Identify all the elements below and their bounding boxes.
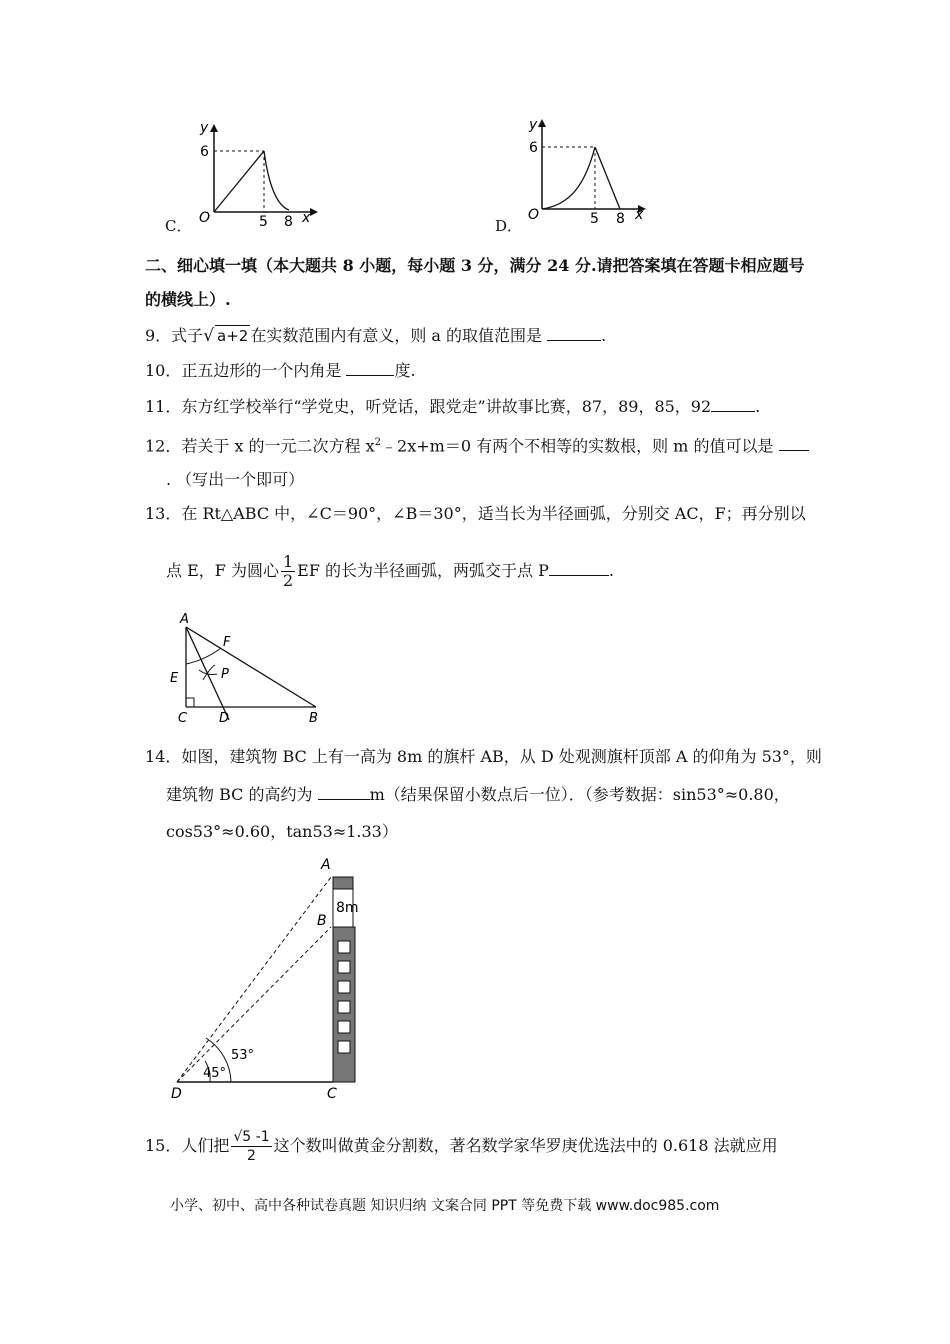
q9-radicand: a+2 xyxy=(217,327,249,345)
q13-triangle-figure xyxy=(165,610,335,728)
fig13-label-c: C xyxy=(178,711,188,726)
q14-answer-blank[interactable] xyxy=(318,785,370,800)
graph-c-origin: O xyxy=(199,210,211,226)
graph-d-tick-6: 6 xyxy=(529,140,538,156)
q13-frac-numerator: 1 xyxy=(282,552,294,571)
q10-answer-blank[interactable] xyxy=(346,361,394,376)
fig13-label-f: F xyxy=(223,635,231,650)
graph-c-y-label: y xyxy=(200,120,209,136)
fig14-height-label: 8m xyxy=(336,900,359,916)
graph-c-tick-5: 5 xyxy=(259,214,268,230)
fig13-label-p: P xyxy=(221,667,229,682)
question-14-line3: cos53°≈0.60，tan53≈1.33） xyxy=(166,822,398,841)
graph-d-tick-8: 8 xyxy=(616,211,625,227)
q15-fraction xyxy=(231,1128,271,1165)
q10-prefix: 10．正五边形的一个内角是 xyxy=(145,361,342,380)
graph-c-tick-8: 8 xyxy=(284,214,293,230)
q13-text-a: 点 E，F 为圆心 xyxy=(166,561,279,580)
q13-frac-denominator: 2 xyxy=(282,571,294,590)
graph-option-c xyxy=(192,118,327,230)
graph-c-tick-6: 6 xyxy=(200,144,209,160)
fig14-label-b: B xyxy=(317,913,327,929)
question-14-line1: 14．如图，建筑物 BC 上有一高为 8m 的旗杆 AB，从 D 处观测旗杆顶部 A 的仰角为 53°，则 xyxy=(145,747,822,766)
q9-prefix: 9．式子 xyxy=(145,326,204,345)
fig14-label-c: C xyxy=(327,1086,337,1102)
q11-end: . xyxy=(755,397,761,416)
question-9 xyxy=(145,325,606,346)
q13-fraction xyxy=(281,553,295,590)
question-13-line2 xyxy=(166,553,614,590)
graph-option-d xyxy=(520,115,655,227)
fig14-angle-53: 53° xyxy=(231,1048,255,1063)
sqrt-sign: √ xyxy=(203,326,215,346)
q11-text: 11．东方红学校举行“学党史，听党话，跟党走”讲故事比赛，87，89，85，92 xyxy=(145,397,712,416)
graph-d-y-label: y xyxy=(529,117,538,133)
graph-d-origin: O xyxy=(528,207,540,223)
fig13-label-d: D xyxy=(219,711,230,726)
q12-superscript: 2 xyxy=(374,437,382,448)
question-14-line2 xyxy=(166,785,790,805)
option-c-label: C． xyxy=(165,217,192,235)
fig14-label-a: A xyxy=(321,857,331,873)
fig13-label-a: A xyxy=(180,612,189,627)
fig13-label-e: E xyxy=(170,671,179,686)
graph-d-x-label: x xyxy=(635,207,644,223)
section2-heading-line2: 的横线上）. xyxy=(145,290,231,309)
graph-c-x-label: x xyxy=(302,210,311,226)
q14-building-figure xyxy=(165,855,380,1105)
q12-text-a: 12．若关于 x 的一元二次方程 x xyxy=(145,436,375,456)
fig14-label-d: D xyxy=(171,1086,182,1102)
page-footer: 小学、初中、高中各种试卷真题 知识归纳 文案合同 PPT 等免费下载 www.doc985.com xyxy=(170,1198,720,1214)
question-13-line1: 13．在 Rt△ABC 中，∠C＝90°，∠B＝30°，适当长为半径画弧，分别交 AC，F；再分别以 xyxy=(145,504,806,523)
option-d-label: D． xyxy=(495,217,523,235)
q9-answer-blank[interactable] xyxy=(547,326,601,341)
question-12-line2: . （写出一个即可） xyxy=(166,470,305,489)
q15-frac-numerator: √5 -1 xyxy=(233,1129,270,1145)
q15-suffix: 这个数叫做黄金分割数，著名数学家华罗庚优选法中的 0.618 法就应用 xyxy=(273,1136,778,1155)
q12-text-b: ﹣2x+m＝0 有两个不相等的实数根，则 m 的值可以是 xyxy=(381,436,774,456)
q15-prefix: 15．人们把 xyxy=(145,1136,230,1155)
q12-answer-blank[interactable] xyxy=(779,436,809,451)
q14-text-b: m（结果保留小数点后一位）．（参考数据：sin53°≈0.80， xyxy=(369,785,790,804)
question-12-line1 xyxy=(145,433,809,456)
q13-answer-blank[interactable] xyxy=(549,561,609,576)
q13-end: . xyxy=(608,561,614,580)
fig13-label-b: B xyxy=(309,711,318,726)
q15-frac-denominator: 2 xyxy=(247,1148,256,1164)
graph-d-tick-5: 5 xyxy=(590,211,599,227)
q11-answer-blank[interactable] xyxy=(711,397,755,412)
q13-text-b: EF 的长为半径画弧，两弧交于点 P xyxy=(297,561,549,580)
question-10 xyxy=(145,361,416,381)
fig14-angle-45: 45° xyxy=(203,1066,227,1081)
q9-suffix: 在实数范围内有意义，则 a 的取值范围是 xyxy=(250,326,543,345)
q14-text-a: 建筑物 BC 的高约为 xyxy=(166,785,313,804)
question-15 xyxy=(145,1128,778,1165)
question-11 xyxy=(145,397,760,417)
q10-end: 度. xyxy=(394,361,416,380)
q9-end: . xyxy=(601,326,607,345)
section2-heading-line1: 二、细心填一填（本大题共 8 小题，每小题 3 分，满分 24 分.请把答案填在答题卡相应题号 xyxy=(145,256,805,275)
